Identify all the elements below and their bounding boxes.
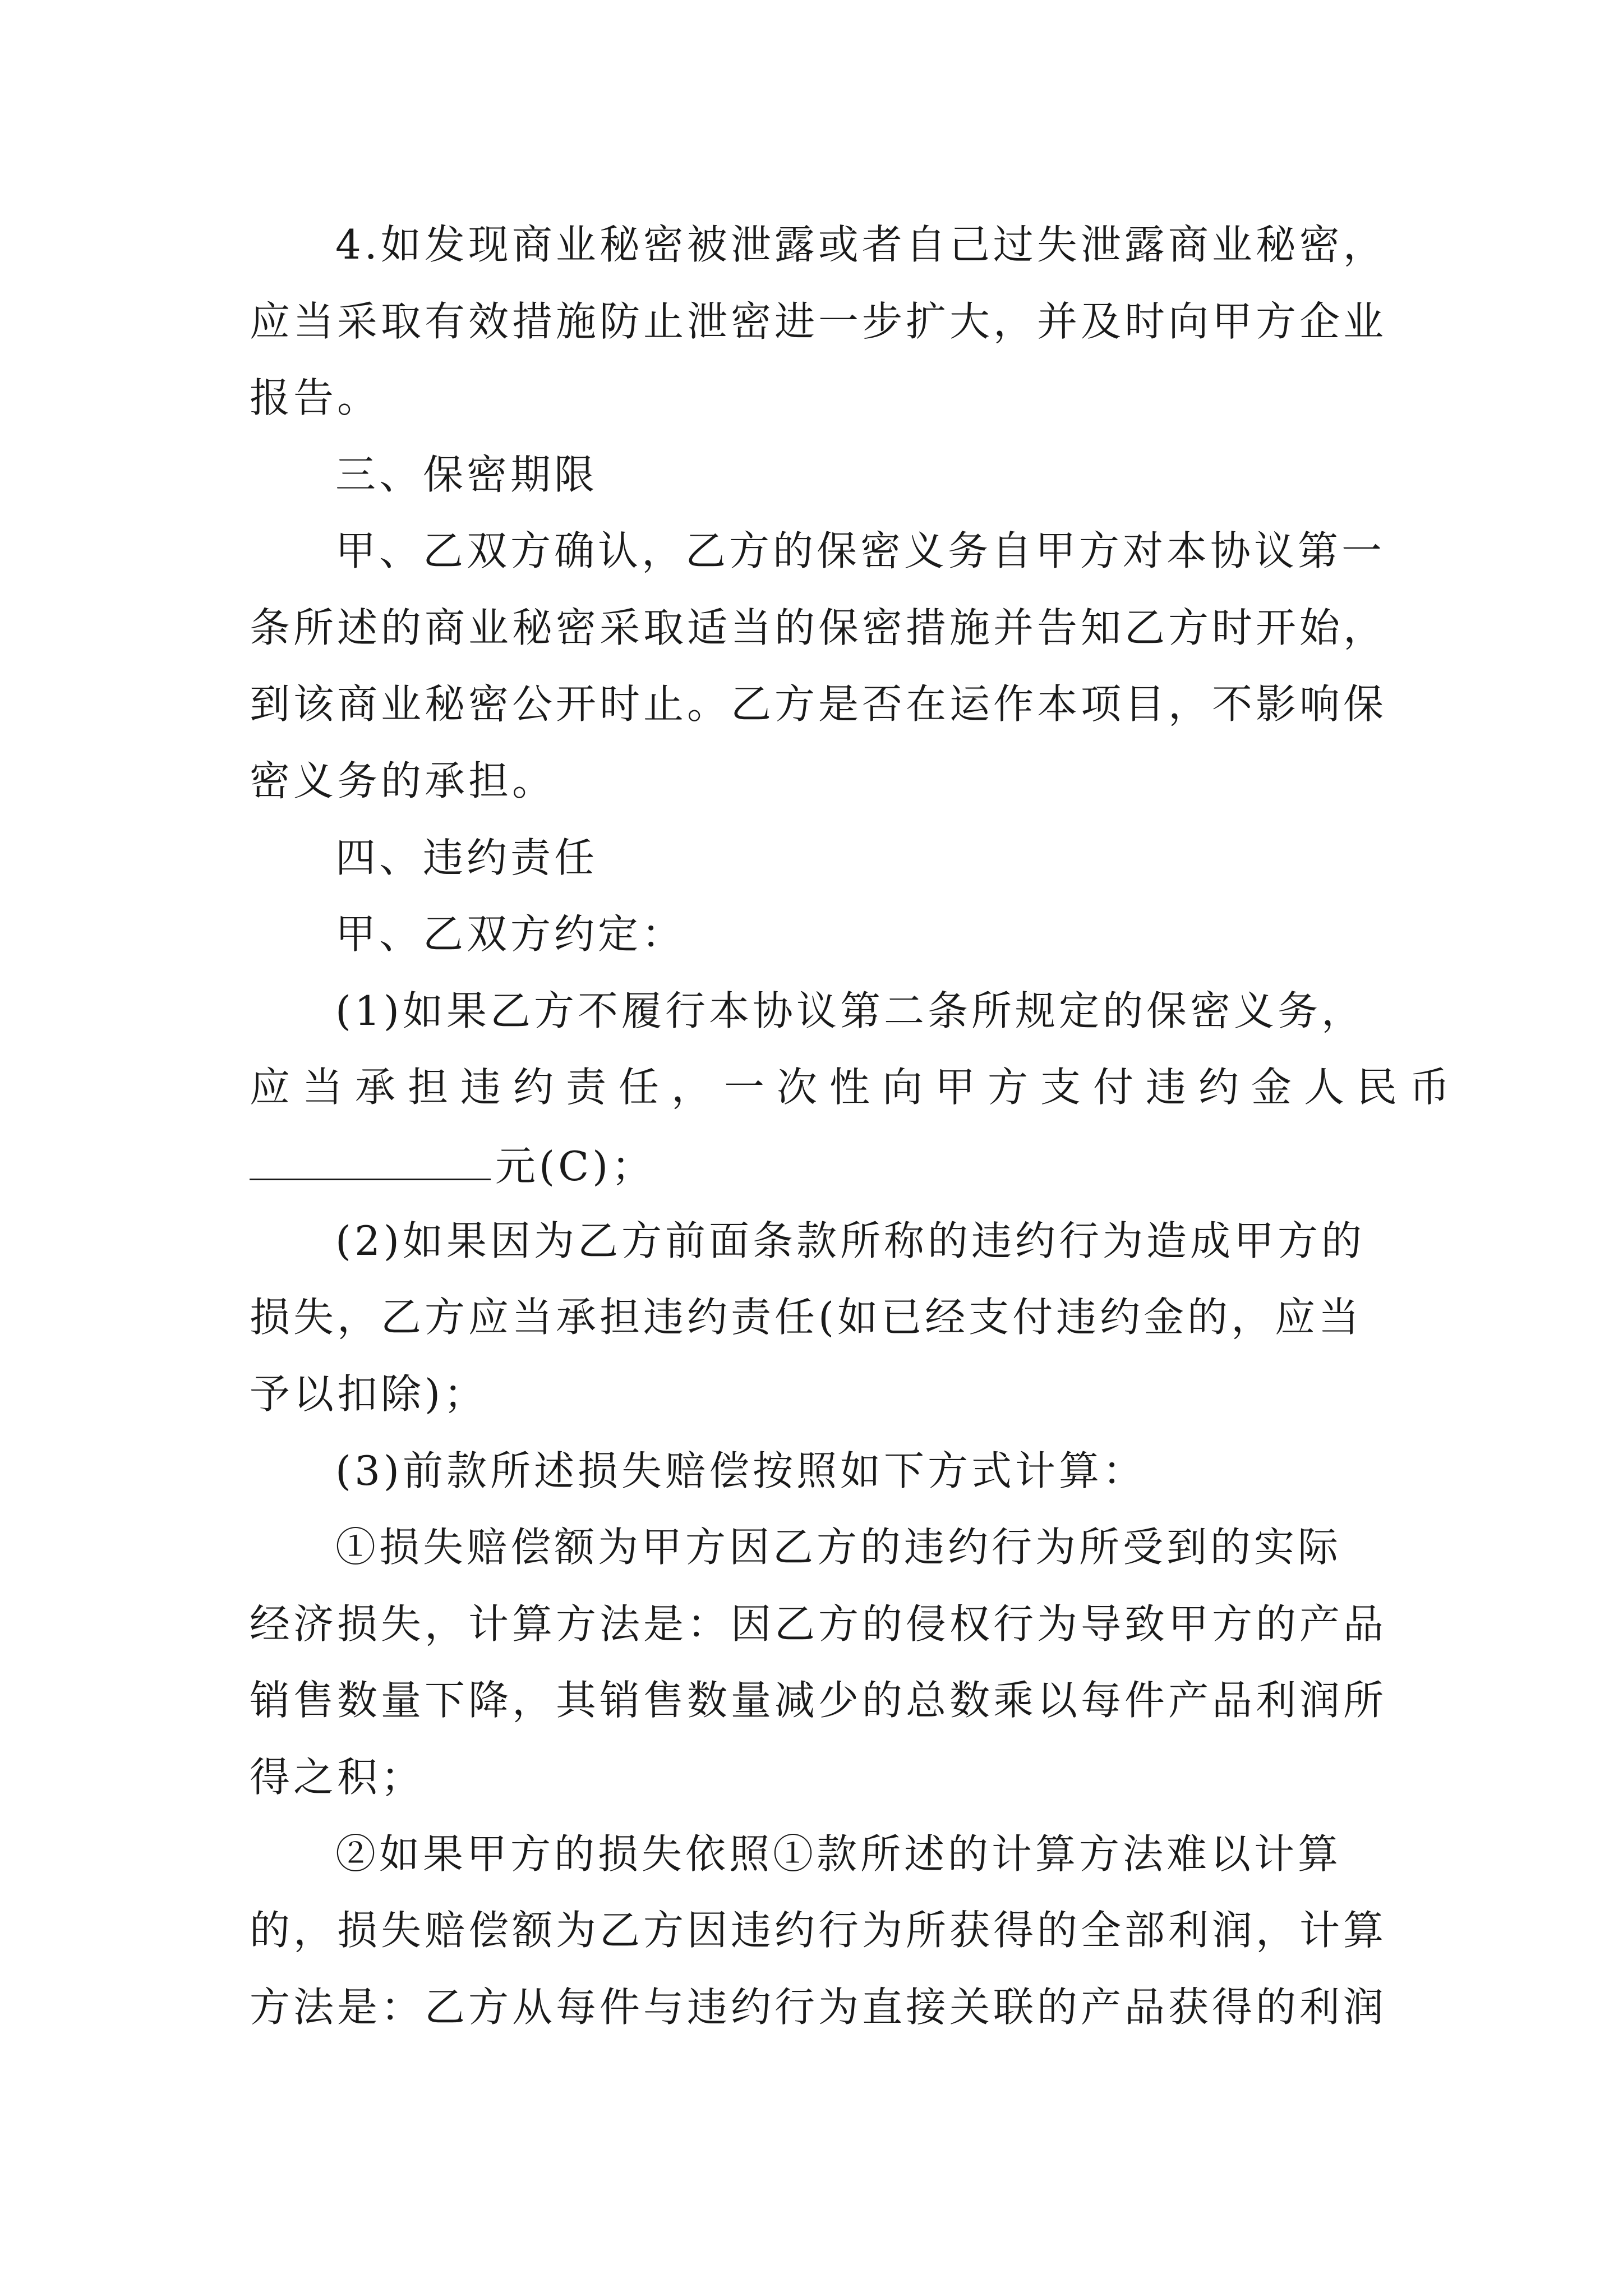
paragraph-line: 经济损失，计算方法是：因乙方的侵权行为导致甲方的产品 bbox=[250, 1600, 1387, 1648]
paragraph-line: 销售数量下降，其销售数量减少的总数乘以每件产品利润所 bbox=[250, 1677, 1387, 1724]
paragraph-line: 予以扣除)； bbox=[250, 1370, 488, 1418]
paragraph-line: 条所述的商业秘密采取适当的保密措施并告知乙方时开始， bbox=[250, 604, 1387, 651]
paragraph-line: ②如果甲方的损失依照①款所述的计算方法难以计算 bbox=[335, 1830, 1342, 1878]
paragraph-line: ①损失赔偿额为甲方因乙方的违约行为所受到的实际 bbox=[335, 1524, 1342, 1571]
paragraph-line: 方法是：乙方从每件与违约行为直接关联的产品获得的利润 bbox=[250, 1984, 1387, 2031]
paragraph-line: 到该商业秘密公开时止。乙方是否在运作本项目，不影响保 bbox=[250, 680, 1387, 728]
paragraph-line: 应当采取有效措施防止泄密进一步扩大，并及时向甲方企业 bbox=[250, 298, 1387, 345]
paragraph-line: 得之积； bbox=[250, 1754, 425, 1801]
paragraph-line: 甲、乙双方确认，乙方的保密义务自甲方对本协议第一 bbox=[335, 527, 1386, 574]
paragraph-line: 应当承担违约责任，一次性向甲方支付违约金人民币 bbox=[250, 1064, 1463, 1111]
amount-blank bbox=[250, 1144, 491, 1180]
amount-unit: 元(C)； bbox=[495, 1143, 656, 1190]
paragraph-line: (2)如果因为乙方前面条款所称的违约行为造成甲方的 bbox=[335, 1217, 1365, 1264]
section-heading: 四、违约责任 bbox=[335, 834, 598, 881]
paragraph-line: 4.如发现商业秘密被泄露或者自己过失泄露商业秘密， bbox=[335, 221, 1387, 268]
paragraph-line: 密义务的承担。 bbox=[250, 757, 556, 804]
paragraph-line: 报告。 bbox=[250, 374, 381, 421]
penalty-amount-line bbox=[250, 1143, 656, 1190]
paragraph-line: 损失，乙方应当承担违约责任(如已经支付违约金的，应当 bbox=[250, 1294, 1363, 1341]
paragraph-line: (1)如果乙方不履行本协议第二条所规定的保密义务， bbox=[335, 987, 1365, 1034]
paragraph-line: 的，损失赔偿额为乙方因违约行为所获得的全部利润，计算 bbox=[250, 1907, 1387, 1954]
section-heading: 三、保密期限 bbox=[335, 451, 598, 498]
paragraph-line: 甲、乙双方约定： bbox=[335, 910, 686, 958]
paragraph-line: (3)前款所述损失赔偿按照如下方式计算： bbox=[335, 1447, 1146, 1494]
